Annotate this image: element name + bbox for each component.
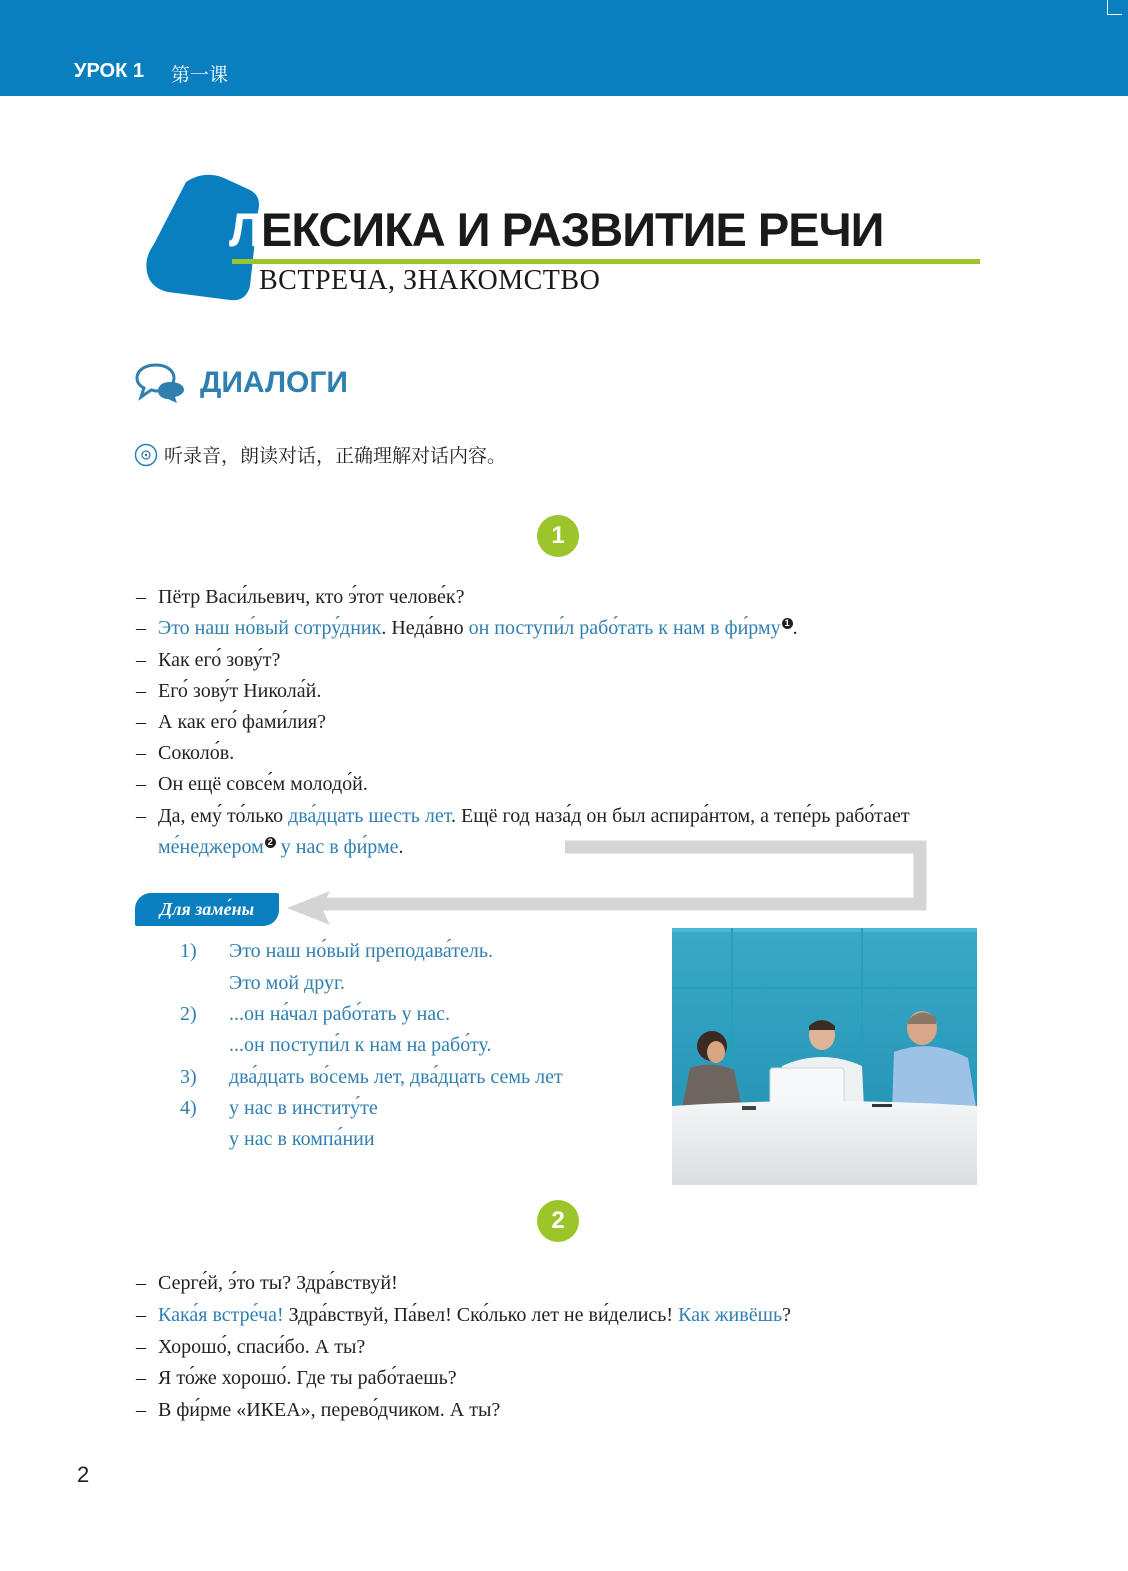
page-subtitle: ВСТРЕЧА, ЗНАКОМСТВО [259, 265, 601, 296]
replacement-option: у нас в компа́нии [229, 1128, 375, 1150]
title-rest: ЕКСИКА И РАЗВИТИЕ РЕЧИ [260, 203, 884, 256]
title-underline [232, 259, 980, 264]
instruction-text: 听录音，朗读对话，正确理解对话内容。 [164, 445, 507, 467]
footnote-marker[interactable]: 1 [782, 618, 793, 629]
dialog-dash: – [136, 773, 146, 795]
highlighted-phrase: ме́неджером [158, 836, 264, 858]
dialog-dash: – [136, 711, 146, 733]
page-number: 2 [77, 1462, 90, 1487]
replacement-number: 1) [180, 940, 197, 962]
replacement-label: Для заме́ны [135, 893, 279, 926]
crop-mark [1107, 0, 1122, 15]
dialog-dash: – [136, 742, 146, 764]
dialog-dash: – [136, 1304, 146, 1326]
replacement-number: 4) [180, 1097, 197, 1119]
dialog-dash: – [136, 1399, 146, 1421]
replacement-option: два́дцать во́семь лет, два́дцать семь лет [229, 1066, 563, 1088]
dialog-text: В фи́рме «ИКЕА», перево́дчиком. А ты? [158, 1399, 501, 1421]
highlighted-phrase: он поступи́л рабо́тать к нам в фи́рму [468, 617, 781, 639]
dialog-text: Хорошо́, спаси́бо. А ты? [158, 1336, 366, 1358]
replacement-option: ...он поступи́л к нам на рабо́ту. [229, 1034, 492, 1056]
dialog-dash: – [136, 649, 146, 671]
dialog-text: Серге́й, э́то ты? Здра́вствуй! [158, 1272, 398, 1294]
replacement-number: 3) [180, 1066, 197, 1088]
replacement-option: у нас в институ́те [229, 1097, 378, 1119]
highlighted-phrase: Кака́я встре́ча! [158, 1304, 284, 1326]
dialog-text: . Ещё год наза́д он был аспира́нтом, а тепе́рь рабо́тает [451, 805, 910, 827]
page-title [229, 202, 883, 257]
replacement-number: 2) [180, 1003, 197, 1025]
dialog-text: Как его́ зову́т? [158, 649, 281, 671]
replacement-option: ...он на́чал рабо́тать у нас. [229, 1003, 451, 1025]
dialog-text: Я то́же хорошо́. Где ты рабо́таешь? [158, 1367, 457, 1389]
lesson-label-chinese: 第一课 [171, 64, 229, 86]
cd-icon[interactable] [134, 443, 158, 467]
dialog-text: . [792, 617, 798, 639]
section-title: ДИАЛОГИ [200, 366, 348, 399]
lesson-label: УРОК 1 [74, 60, 144, 82]
dialog-text: А как его́ фами́лия? [158, 711, 326, 733]
dialog-text: ? [782, 1304, 791, 1326]
dialog-dash: – [136, 1272, 146, 1294]
replacement-option: Это мой друг. [229, 972, 345, 994]
highlighted-phrase: два́дцать шесть лет [288, 805, 452, 827]
highlighted-phrase: Как живёшь [678, 1304, 783, 1326]
dialog-dash: – [136, 1336, 146, 1358]
highlighted-phrase: Это наш но́вый сотру́дник [158, 617, 382, 639]
dialog-text: Его́ зову́т Никола́й. [158, 680, 322, 702]
speech-bubbles-icon [134, 362, 190, 404]
dialog-dash: – [136, 680, 146, 702]
footnote-marker[interactable]: 2 [265, 837, 276, 848]
dialog-number-badge: 2 [537, 1200, 579, 1242]
dialog-text: Здра́вствуй, Па́вел! Ско́лько лет не ви́делись! [283, 1304, 679, 1326]
dialog-text: Соколо́в. [158, 742, 235, 764]
dialog-text: . [398, 836, 404, 858]
dialog-dash: – [136, 1367, 146, 1389]
dialog-dash: – [136, 805, 146, 827]
highlighted-phrase: у нас в фи́рме [275, 836, 399, 858]
dialog-dash: – [136, 617, 146, 639]
dialog-text: Пётр Васи́льевич, кто э́тот челове́к? [158, 586, 465, 608]
dialog-text: . Неда́вно [381, 617, 469, 639]
replacement-option: Это наш но́вый преподава́тель. [229, 940, 493, 962]
dialog-dash: – [136, 586, 146, 608]
dialog-number-badge: 1 [537, 515, 579, 557]
dialog-text: Да, ему́ то́лько [158, 805, 289, 827]
title-first-letter: Л [229, 203, 261, 256]
header-bar [0, 0, 1128, 96]
dialog-text: Он ещё совсе́м молодо́й. [158, 773, 368, 795]
office-meeting-photo [672, 928, 977, 1185]
